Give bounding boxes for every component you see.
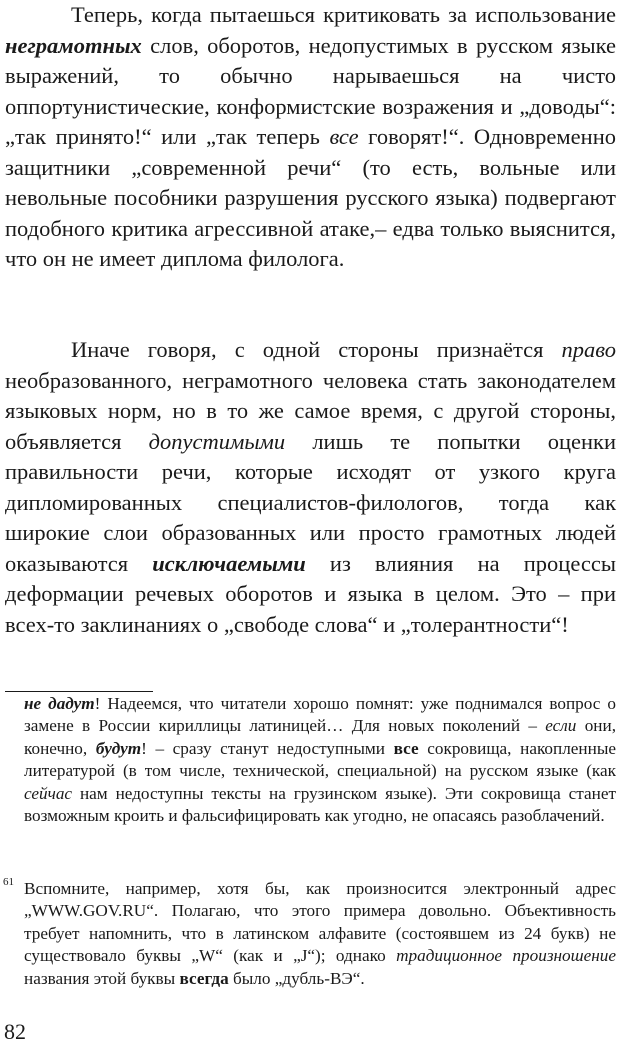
page-number: 82: [4, 1019, 26, 1044]
emphasis-bold-italic: исключаемыми: [152, 550, 306, 576]
body-paragraph-1: [5, 0, 616, 275]
text-run: сокровища, накопленные литературой (в том числе, технической, специальной) на русском языке (как: [24, 738, 616, 781]
emphasis-bold: все: [393, 738, 419, 758]
footnote-61: [3, 876, 617, 990]
text-run: было „дубль-ВЭ“.: [228, 968, 365, 988]
text-run: ! Надеемся, что читатели хорошо помнят: уже поднимался вопрос о замене в России кириллицы латиницей… Для новых поколений –: [24, 694, 617, 736]
emphasis-italic: сейчас: [24, 783, 73, 803]
text-run: Вспомните, например, хотя бы, как произносится электронный адрес „WWW.GOV.RU“. Полагаю, что этого примера довольно. Объективность требует напомнить, что в латинском алфавите (состоявшем из 24 букв) не существовало буквы „W“ (как и „J“); однако: [24, 879, 616, 966]
emphasis-italic: если: [545, 716, 577, 736]
emphasis-bold: всегда: [179, 968, 229, 988]
emphasis-italic: традиционное произношение: [396, 946, 617, 966]
emphasis-bold-italic: будут: [95, 738, 142, 758]
emphasis-bold-italic: не дадут: [24, 694, 95, 713]
text-run: лишь те попытки оценки правильности речи, которые исходят от узкого круга дипломированных специалистов-филологов, тогда как широкие слои образованных или просто грамотных людей оказываются: [5, 428, 616, 576]
emphasis-italic: допустимыми: [148, 428, 286, 454]
body-paragraph-2: [5, 335, 616, 640]
text-run: из влияния на процессы деформации речевых оборотов и языка в целом. Это – при всех-то заклинаниях о „свободе слова“ и „толерантности“!: [5, 550, 616, 637]
footnote-continued: [24, 693, 616, 827]
text-run: слов, оборотов, недопустимых в русском языке выражений, то обычно нарываешься на чисто оппортунистические, конформистские возражения и „доводы“: „так принято!“ или „так теперь: [5, 32, 616, 149]
text-run: Теперь, когда пытаешься критиковать за использование: [71, 2, 616, 27]
emphasis-italic: все: [329, 124, 359, 149]
text-run: говорят!“. Одновременно защитники „современной речи“ (то есть, вольные или невольные пособники разрушения русского языка) подвергают подобного критика агрессивной атаке,– едва только выяснится, что он не имеет диплома филолога.: [5, 124, 616, 271]
text-run: названия этой буквы: [24, 968, 180, 988]
emphasis-italic: право: [561, 337, 616, 362]
emphasis-bold-italic: неграмотных: [5, 32, 142, 58]
text-run: необразованного, неграмотного человека стать законодателем языковых норм, но в то же самое время, с другой стороны, объявляется: [5, 367, 616, 454]
text-run: Иначе говоря, с одной стороны признаётся: [71, 337, 562, 362]
footnote-number: 61: [3, 876, 14, 888]
text-run: ! – сразу станут недоступными: [141, 738, 394, 758]
text-run: они, конечно,: [24, 716, 616, 758]
footnote-separator: [5, 691, 153, 692]
text-run: нам недоступны тексты на грузинском языке). Эти сокровища станет возможным кроить и фальсифицировать как угодно, не опасаясь разоблачений.: [24, 783, 616, 826]
